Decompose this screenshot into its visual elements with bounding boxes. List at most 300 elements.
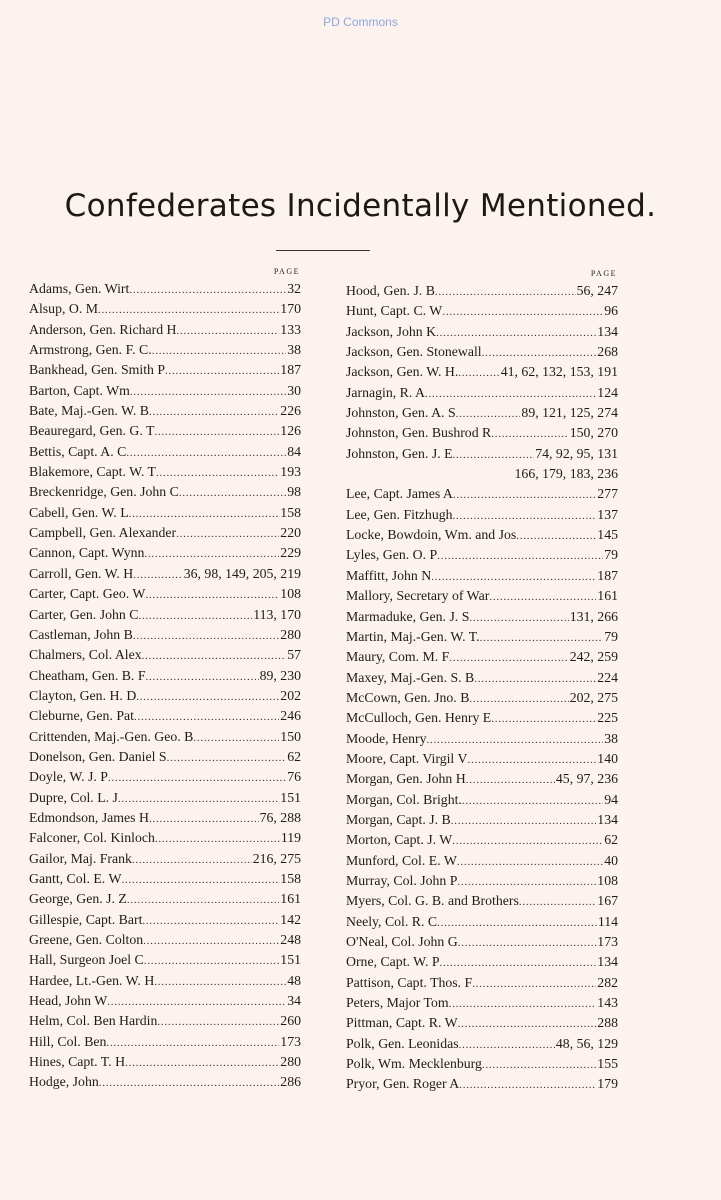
entry-page-numbers: 280	[280, 626, 301, 642]
entry-name: Beauregard, Gen. G. T	[29, 423, 155, 439]
leader-dots	[156, 463, 279, 482]
entry-page-numbers: 226	[280, 403, 301, 419]
entry-name: Doyle, W. J. P	[29, 769, 108, 785]
entry-page-numbers: 202	[280, 687, 301, 703]
entry-page-numbers: 56, 247	[576, 283, 618, 298]
leader-dots	[480, 628, 604, 647]
entry-page-numbers: 216, 275	[252, 850, 301, 866]
leader-dots	[149, 402, 279, 421]
leader-dots	[482, 1055, 596, 1074]
leader-dots	[435, 282, 576, 301]
entry-page-numbers: 150, 270	[569, 425, 618, 441]
leader-dots	[453, 506, 597, 525]
entry-name: Blakemore, Capt. W. T	[29, 464, 156, 480]
entry-name: Peters, Major Tom	[346, 995, 449, 1011]
entry-name: Hodge, John	[29, 1074, 99, 1090]
entry-page-numbers: 108	[280, 586, 301, 602]
entry-name: Moode, Henry	[346, 730, 427, 746]
entry-page-numbers: 134	[597, 954, 618, 970]
entry-name: Marmaduke, Gen. J. S	[346, 608, 470, 624]
entry-name: Head, John W	[29, 993, 108, 1009]
entry-page-numbers: 126	[280, 423, 301, 439]
entry-page-numbers: 286	[280, 1074, 301, 1090]
entry-page-numbers: 167	[597, 893, 618, 909]
index-entry	[29, 930, 301, 950]
index-entry	[29, 421, 301, 441]
entry-name: Edmondson, James H	[29, 809, 149, 825]
entry-page-numbers: 161	[280, 891, 301, 907]
leader-dots	[482, 343, 597, 362]
entry-name: Pattison, Capt. Thos. F	[346, 974, 473, 990]
entry-page-numbers: 143	[597, 995, 618, 1011]
leader-dots	[99, 1073, 280, 1092]
entry-page-numbers: 96	[604, 303, 618, 319]
entry-name: Morgan, Capt. J. B	[346, 811, 451, 827]
entry-page-numbers: 108	[597, 872, 618, 888]
index-entry	[346, 668, 618, 688]
entry-name: Breckenridge, Gen. John C	[29, 484, 179, 500]
entry-page-numbers: 137	[597, 506, 618, 522]
index-entry	[346, 444, 618, 464]
leader-dots	[118, 789, 279, 808]
leader-dots	[442, 302, 603, 321]
entry-page-numbers: 48	[287, 972, 301, 988]
index-entry	[346, 647, 618, 667]
leader-dots	[519, 892, 596, 911]
index-entry	[29, 401, 301, 421]
entry-page-numbers: 151	[280, 952, 301, 968]
leader-dots	[462, 791, 603, 810]
leader-dots	[449, 994, 597, 1013]
title-divider	[276, 250, 370, 251]
entry-page-numbers: 140	[597, 750, 618, 766]
entry-page-numbers: 173	[280, 1033, 301, 1049]
entry-page-numbers: 134	[597, 323, 618, 339]
leader-dots	[457, 872, 596, 891]
entry-page-numbers: 224	[597, 669, 618, 685]
entry-page-numbers: 161	[597, 588, 618, 604]
entry-page-numbers: 38	[604, 730, 618, 746]
entry-name: Morgan, Gen. John H	[346, 771, 466, 787]
index-entry	[346, 1054, 618, 1074]
index-entry	[29, 605, 301, 625]
entry-page-numbers: 145	[597, 527, 618, 543]
index-entry	[29, 340, 301, 360]
leader-dots	[491, 709, 596, 728]
leader-dots	[193, 728, 279, 747]
index-entry	[346, 566, 618, 586]
entry-name: Hood, Gen. J. B	[346, 283, 435, 298]
leader-dots	[449, 648, 568, 667]
entry-name: Jackson, Gen. Stonewall	[346, 344, 482, 360]
index-entry	[29, 320, 301, 340]
entry-name: Murray, Col. John P	[346, 872, 458, 888]
entry-page-numbers: 131, 266	[569, 608, 618, 624]
entry-page-numbers: 45, 97, 236	[555, 771, 618, 787]
entry-page-numbers: 89, 230	[259, 667, 301, 683]
entry-page-numbers: 158	[280, 870, 301, 886]
entry-name: Alsup, O. M	[29, 301, 98, 317]
leader-dots	[133, 565, 182, 584]
leader-dots	[121, 870, 279, 889]
leader-dots	[425, 384, 596, 403]
index-entry	[346, 484, 618, 504]
entry-page-numbers: 57	[287, 647, 301, 663]
entry-name: Hall, Surgeon Joel C	[29, 952, 144, 968]
index-entry	[346, 423, 618, 443]
entry-page-numbers: 98	[287, 484, 301, 500]
index-entry	[346, 708, 618, 728]
entry-name: Jarnagin, R. A	[346, 384, 425, 400]
index-entry	[29, 889, 301, 909]
entry-name: Lee, Gen. Fitzhugh	[346, 506, 453, 522]
entry-page-numbers: 179	[597, 1076, 618, 1092]
leader-dots	[136, 687, 279, 706]
entry-page-numbers: 170	[280, 301, 301, 317]
leader-dots	[107, 992, 286, 1011]
index-list-left	[29, 279, 301, 1093]
leader-dots	[129, 504, 280, 523]
entry-name: Moore, Capt. Virgil V	[346, 750, 468, 766]
entry-name: Orne, Capt. W. P	[346, 954, 440, 970]
entry-page-numbers: 155	[597, 1056, 618, 1072]
entry-name: Maffitt, John N	[346, 567, 432, 583]
entry-name: Helm, Col. Ben Hardin	[29, 1013, 158, 1029]
entry-page-numbers: 62	[604, 832, 618, 848]
leader-dots	[157, 1012, 279, 1031]
index-list-right	[346, 281, 618, 1095]
leader-dots	[130, 382, 286, 401]
entry-page-numbers: 48, 56, 129	[555, 1035, 618, 1051]
entry-name: Polk, Wm. Mecklenburg	[346, 1056, 482, 1072]
index-entry	[29, 727, 301, 747]
leader-dots	[152, 341, 287, 360]
leader-dots	[149, 809, 259, 828]
entry-page-numbers: 229	[280, 545, 301, 561]
index-entry	[346, 301, 618, 321]
entry-page-numbers: 187	[597, 567, 618, 583]
entry-name: Carroll, Gen. W. H	[29, 565, 134, 581]
index-entry	[29, 543, 301, 563]
leader-dots	[453, 485, 596, 504]
entry-page-numbers: 114	[597, 913, 618, 929]
index-entry	[346, 932, 618, 952]
index-entry	[346, 586, 618, 606]
entry-page-numbers: 220	[280, 525, 301, 541]
index-entry	[346, 281, 618, 301]
index-entry-continuation	[346, 464, 618, 484]
entry-page-numbers: 260	[280, 1013, 301, 1029]
index-entry	[346, 1074, 618, 1094]
entry-name: Gillespie, Capt. Bart	[29, 911, 143, 927]
entry-name: Gailor, Maj. Frank	[29, 850, 132, 866]
entry-page-numbers: 79	[604, 628, 618, 644]
entry-name: Morgan, Col. Bright.	[346, 791, 462, 807]
index-entry	[346, 1013, 618, 1033]
index-entry	[29, 625, 301, 645]
index-entry	[346, 851, 618, 871]
entry-page-numbers: 187	[280, 362, 301, 378]
index-entry	[346, 607, 618, 627]
entry-name: Carter, Gen. John C	[29, 606, 139, 622]
index-entry	[346, 749, 618, 769]
leader-dots	[167, 748, 287, 767]
leader-dots	[467, 750, 596, 769]
entry-name: Armstrong, Gen. F. C.	[29, 342, 152, 358]
entry-name: Hunt, Capt. C. W	[346, 303, 443, 319]
index-entry	[29, 462, 301, 482]
index-entry	[346, 769, 618, 789]
index-entry	[346, 545, 618, 565]
leader-dots	[154, 422, 279, 441]
index-entry	[346, 362, 618, 382]
entry-name: Cheatham, Gen. B. F	[29, 667, 146, 683]
entry-page-numbers: 142	[280, 911, 301, 927]
index-entry	[29, 767, 301, 787]
index-entry	[29, 1072, 301, 1092]
entry-name: Maury, Com. M. F	[346, 649, 450, 665]
leader-dots	[125, 1053, 279, 1072]
entry-name: Hill, Col. Ben	[29, 1033, 107, 1049]
index-entry	[346, 790, 618, 810]
leader-dots	[177, 321, 280, 340]
entry-name: Pryor, Gen. Roger A	[346, 1076, 460, 1092]
leader-dots	[154, 972, 286, 991]
entry-name: Dupre, Col. L. J	[29, 789, 118, 805]
leader-dots	[437, 913, 597, 932]
leader-dots	[437, 546, 603, 565]
entry-name: Lyles, Gen. O. P	[346, 547, 438, 563]
index-entry	[346, 830, 618, 850]
leader-dots	[155, 829, 280, 848]
page-title: Confederates Incidentally Mentioned.	[64, 188, 657, 224]
leader-dots	[466, 770, 555, 789]
entry-name: Maxey, Maj.-Gen. S. B	[346, 669, 475, 685]
leader-dots	[142, 646, 287, 665]
leader-dots	[134, 707, 279, 726]
entry-page-numbers: 76	[287, 769, 301, 785]
entry-name: Johnston, Gen. J. E	[346, 445, 453, 461]
index-entry	[29, 666, 301, 686]
leader-dots	[129, 280, 286, 299]
entry-name: Pittman, Capt. R. W	[346, 1015, 458, 1031]
index-entry	[346, 383, 618, 403]
leader-dots	[456, 404, 521, 423]
index-entry	[29, 503, 301, 523]
entry-page-numbers: 193	[280, 464, 301, 480]
entry-page-numbers: 124	[597, 384, 618, 400]
index-entry	[346, 525, 618, 545]
entry-name: Donelson, Gen. Daniel S	[29, 748, 167, 764]
entry-name: Adams, Gen. Wirt	[29, 281, 130, 296]
index-entry	[29, 971, 301, 991]
leader-dots	[516, 526, 596, 545]
entry-name: Campbell, Gen. Alexander	[29, 525, 177, 541]
entry-name: Anderson, Gen. Richard H	[29, 321, 177, 337]
index-entry	[346, 912, 618, 932]
leader-dots	[451, 811, 597, 830]
entry-page-numbers: 277	[597, 486, 618, 502]
index-entry	[29, 828, 301, 848]
entry-name: Polk, Gen. Leonidas	[346, 1035, 459, 1051]
entry-page-numbers: 242, 259	[569, 649, 618, 665]
entry-page-numbers: 119	[280, 830, 301, 846]
entry-page-numbers: 40	[604, 852, 618, 868]
entry-name: George, Gen. J. Z	[29, 891, 127, 907]
index-entry	[29, 381, 301, 401]
index-entry	[29, 869, 301, 889]
entry-page-numbers: 133	[280, 321, 301, 337]
index-entry	[29, 1052, 301, 1072]
entry-name: Bettis, Capt. A. C	[29, 443, 127, 459]
index-column-left	[29, 265, 301, 1093]
leader-dots	[452, 831, 603, 850]
index-entry	[29, 442, 301, 462]
index-entry	[29, 645, 301, 665]
leader-dots	[453, 445, 535, 464]
entry-name: Jackson, Gen. W. H.	[346, 364, 459, 380]
index-entry	[29, 991, 301, 1011]
entry-page-numbers: 158	[280, 504, 301, 520]
entry-name: Barton, Capt. Wm	[29, 382, 130, 398]
entry-name: Bankhead, Gen. Smith P	[29, 362, 166, 378]
entry-page-numbers: 288	[597, 1015, 618, 1031]
index-entry	[346, 973, 618, 993]
entry-page-numbers: 79	[604, 547, 618, 563]
leader-dots	[165, 361, 279, 380]
index-entry	[29, 686, 301, 706]
index-entry	[346, 403, 618, 423]
index-entry	[29, 950, 301, 970]
index-entry	[29, 788, 301, 808]
leader-dots	[146, 667, 259, 686]
leader-dots	[436, 323, 596, 342]
index-entry	[346, 993, 618, 1013]
index-entry	[29, 564, 301, 584]
index-entry	[29, 1011, 301, 1031]
entry-name: Morton, Capt. J. W	[346, 832, 453, 848]
leader-dots	[458, 1014, 597, 1033]
leader-dots	[144, 544, 279, 563]
index-entry	[346, 342, 618, 362]
index-entry	[29, 849, 301, 869]
entry-page-numbers: 76, 288	[259, 809, 301, 825]
entry-name: Hardee, Lt.-Gen. W. H	[29, 972, 155, 988]
index-entry	[346, 1034, 618, 1054]
entry-name: Myers, Col. G. B. and Brothers	[346, 893, 519, 909]
index-entry	[346, 627, 618, 647]
leader-dots	[145, 585, 279, 604]
entry-page-numbers: 32	[287, 281, 301, 296]
entry-name: Neely, Col. R. C	[346, 913, 438, 929]
entry-page-numbers: 38	[287, 342, 301, 358]
index-entry	[29, 1032, 301, 1052]
index-entry	[29, 747, 301, 767]
watermark-text: PD Commons	[323, 15, 398, 29]
entry-page-numbers: 62	[287, 748, 301, 764]
leader-dots	[133, 626, 279, 645]
entry-name: Castleman, John B	[29, 626, 133, 642]
entry-name: Mallory, Secretary of War	[346, 588, 490, 604]
entry-name: Cannon, Capt. Wynn	[29, 545, 145, 561]
entry-page-numbers: 246	[280, 708, 301, 724]
entry-name: McCulloch, Gen. Henry E	[346, 710, 492, 726]
leader-dots	[106, 1033, 279, 1052]
leader-dots	[143, 931, 279, 950]
entry-name: Cleburne, Gen. Pat	[29, 708, 134, 724]
index-entry	[29, 360, 301, 380]
leader-dots	[458, 363, 499, 382]
index-entry	[346, 952, 618, 972]
entry-name: Hines, Capt. T. H	[29, 1054, 126, 1070]
entry-page-numbers: 113, 170	[253, 606, 301, 622]
index-entry	[29, 279, 301, 299]
entry-page-numbers: 36, 98, 149, 205, 219	[183, 565, 301, 581]
entry-name: Locke, Bowdoin, Wm. and Jos	[346, 527, 517, 543]
entry-name: Martin, Maj.-Gen. W. T.	[346, 628, 480, 644]
entry-page-numbers: 166, 179, 183, 236	[514, 466, 618, 482]
entry-name: Bate, Maj.-Gen. W. B	[29, 403, 149, 419]
leader-dots	[126, 443, 286, 462]
entry-name: Jackson, John K	[346, 323, 437, 339]
index-entry	[29, 706, 301, 726]
leader-dots	[472, 974, 596, 993]
leader-dots	[491, 424, 568, 443]
entry-page-numbers: 268	[597, 344, 618, 360]
entry-name: Cabell, Gen. W. L	[29, 504, 129, 520]
leader-dots	[426, 730, 603, 749]
page-column-label: PAGE	[590, 269, 617, 278]
index-entry	[29, 808, 301, 828]
index-entry	[346, 505, 618, 525]
entry-page-numbers: 280	[280, 1054, 301, 1070]
leader-dots	[127, 890, 279, 909]
entry-name: Clayton, Gen. H. D	[29, 687, 137, 703]
index-entry	[346, 871, 618, 891]
entry-name: O'Neal, Col. John G	[346, 934, 458, 949]
entry-name: Munford, Col. E. W	[346, 852, 457, 868]
entry-page-numbers: 151	[280, 789, 301, 805]
index-entry	[346, 729, 618, 749]
entry-page-numbers: 84	[287, 443, 301, 459]
index-entry	[29, 523, 301, 543]
entry-page-numbers: 94	[604, 791, 618, 807]
leader-dots	[144, 951, 280, 970]
index-entry	[29, 584, 301, 604]
leader-dots	[459, 1035, 555, 1054]
entry-name: Chalmers, Col. Alex	[29, 647, 142, 663]
entry-name: Carter, Capt. Geo. W	[29, 586, 146, 602]
leader-dots	[458, 933, 597, 952]
entry-page-numbers: 150	[280, 728, 301, 744]
entry-page-numbers: 282	[597, 974, 618, 990]
entry-page-numbers: 202, 275	[569, 689, 618, 705]
index-entry	[346, 322, 618, 342]
entry-page-numbers: 134	[597, 811, 618, 827]
leader-dots	[431, 567, 596, 586]
index-entry	[29, 482, 301, 502]
entry-page-numbers: 30	[287, 382, 301, 398]
entry-name: Johnston, Gen. A. S	[346, 405, 456, 421]
entry-name: McCown, Gen. Jno. B	[346, 689, 470, 705]
entry-name: Falconer, Col. Kinloch	[29, 830, 155, 846]
index-entry	[346, 891, 618, 911]
entry-name: Crittenden, Maj.-Gen. Geo. B	[29, 728, 194, 744]
index-entry	[29, 299, 301, 319]
leader-dots	[98, 300, 279, 319]
entry-page-numbers: 74, 92, 95, 131	[535, 445, 618, 461]
leader-dots	[176, 524, 279, 543]
